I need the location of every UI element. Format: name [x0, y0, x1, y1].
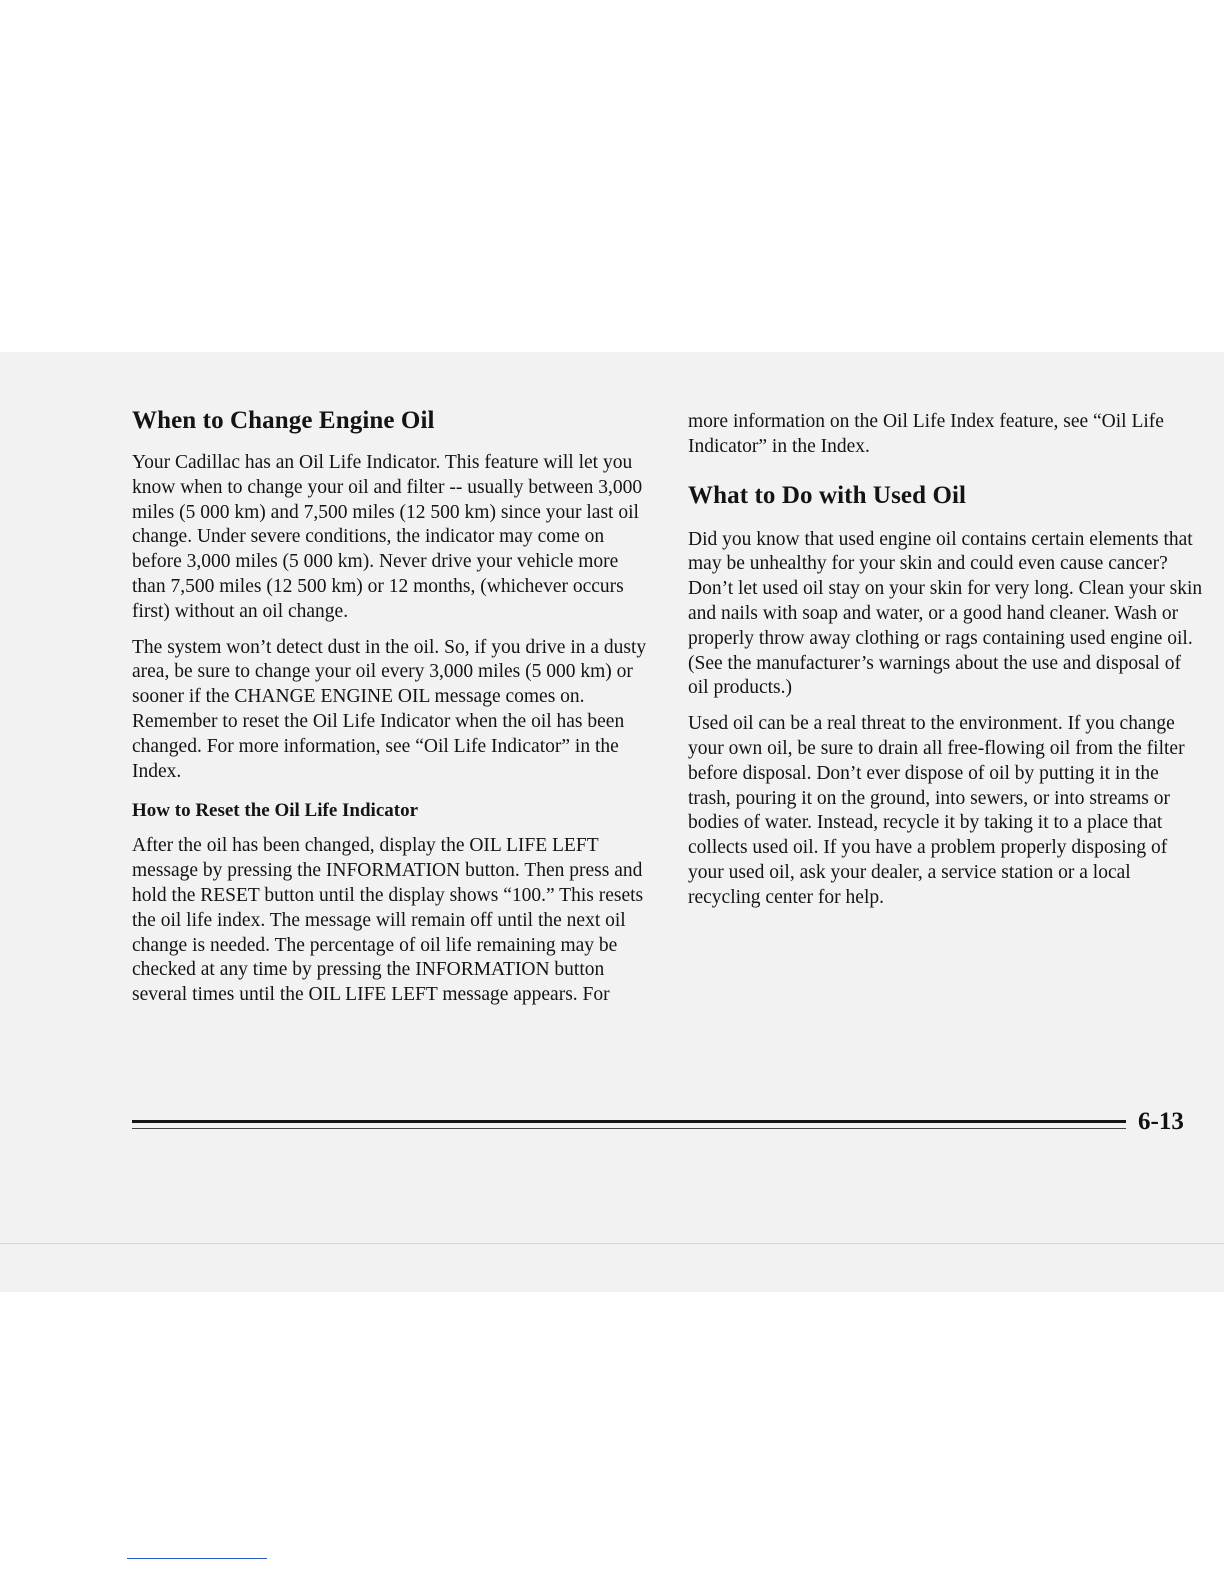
- left-column: [132, 405, 652, 1019]
- reset-instructions-paragraph: After the oil has been changed, display the OIL LIFE LEFT message by pressing the INFORMATION button. Then press and hold the RESET button until the display shows “100.” This resets the oil life index. The message will remain off until the next oil change is needed. The percentage of oil life remaining may be checked at any time by pressing the INFORMATION button several times until the OIL LIFE LEFT message appears. For: [132, 835, 644, 1006]
- continuation-paragraph: more information on the Oil Life Index feature, see “Oil Life Indicator” in the Index.: [688, 411, 1164, 457]
- footer-rule-thick: [132, 1120, 1126, 1123]
- dust-warning-paragraph: The system won’t detect dust in the oil. So, if you drive in a dusty area, be sure to change your oil every 3,000 miles (5 000 km) or sooner if the CHANGE ENGINE OIL message comes on. Remember to reset the Oil Life Indicator when the oil has been changed. For more information, see “Oil Life Indicator” in the Index.: [132, 636, 647, 782]
- section-heading-used-oil: What to Do with Used Oil: [688, 481, 967, 509]
- section-heading-change-engine-oil: When to Change Engine Oil: [132, 407, 435, 434]
- footer-rule: [132, 1120, 1126, 1129]
- subheading-reset-oil-life-indicator: How to Reset the Oil Life Indicator: [132, 800, 419, 822]
- link-underline: [127, 1558, 267, 1559]
- page-bottom-edge: [0, 1243, 1224, 1244]
- right-column: [688, 410, 1203, 922]
- health-warning-paragraph: Did you know that used engine oil contains certain elements that may be unhealthy for your skin and could even cause cancer? Don’t let used oil stay on your skin for very long. Clean your skin and nails with soap and water, or a good hand cleaner. Wash or properly throw away clothing or rags containing used engine oil. (See the manufacturer’s warnings about the use and disposal of oil products.): [688, 528, 1203, 699]
- footer-rule-thin: [132, 1128, 1126, 1129]
- page-number: 6-13: [1138, 1108, 1184, 1135]
- environment-paragraph: Used oil can be a real threat to the environment. If you change your own oil, be sure to drain all free-flowing oil from the filter before disposal. Don’t ever dispose of oil by putting it in the trash, pouring it on the ground, into sewers, or into streams or bodies of water. Instead, recycle it by taking it to a place that collects used oil. If you have a problem properly disposing of your used oil, ask your dealer, a service station or a local recycling center for help.: [688, 713, 1185, 908]
- oil-life-indicator-paragraph: Your Cadillac has an Oil Life Indicator. This feature will let you know when to change your oil and filter -- usually between 3,000 miles (5 000 km) and 7,500 miles (12 500 km) since your last oil change. Under severe conditions, the indicator may come on before 3,000 miles (5 000 km). Never drive your vehicle more than 7,500 miles (12 500 km) or 12 months, (whichever occurs first) without an oil change.: [132, 452, 643, 622]
